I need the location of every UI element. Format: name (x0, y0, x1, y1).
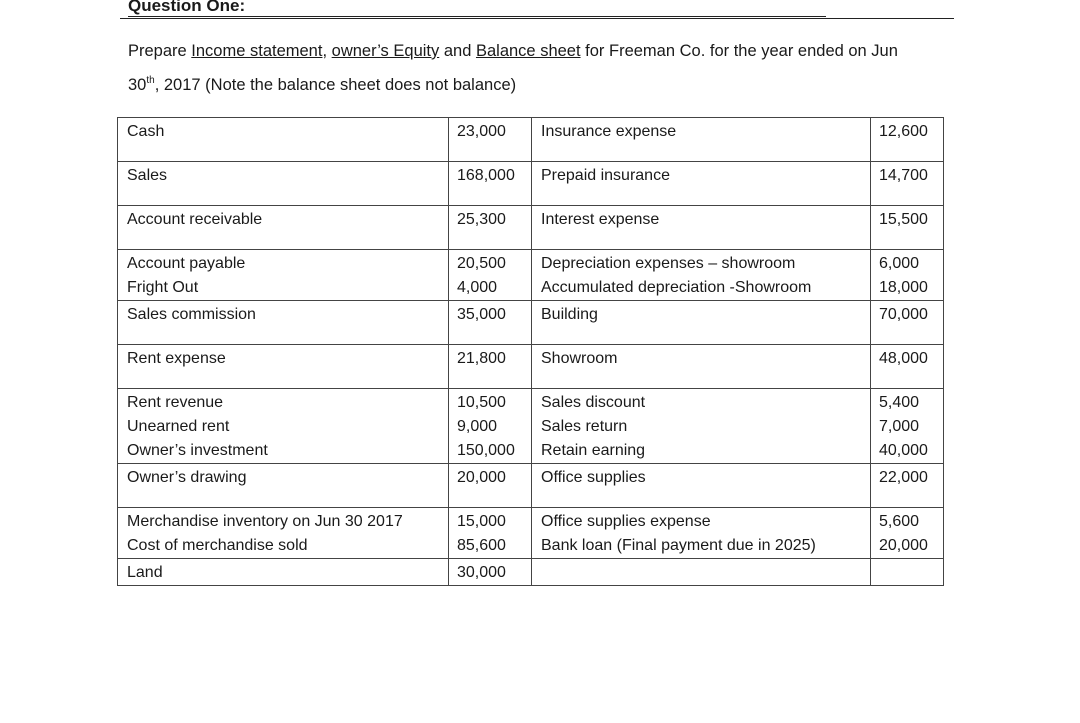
intro-day: 30 (128, 76, 147, 94)
right-amount-cell (871, 508, 944, 559)
account-name: Interest expense (541, 211, 660, 228)
intro-owners-equity: owner’s Equity (331, 42, 440, 60)
right-account-cell (532, 162, 871, 206)
account-name: Prepaid insurance (541, 167, 670, 184)
account-name: Sales discount (541, 394, 646, 411)
left-account-cell (118, 250, 449, 301)
table-row (118, 206, 944, 250)
right-amount-cell (871, 389, 944, 464)
account-amount: 9,000 (457, 418, 498, 435)
account-name: Merchandise inventory on Jun 30 2017 (127, 513, 403, 530)
account-amount: 18,000 (879, 279, 928, 296)
left-account-cell (118, 206, 449, 250)
account-amount: 25,300 (457, 211, 506, 228)
account-amount: 85,600 (457, 537, 506, 554)
intro-rest-line1: for Freeman Co. for the year ended on Jun (585, 42, 898, 60)
account-name: Account receivable (127, 211, 263, 228)
intro-income-statement: Income statement (191, 42, 323, 60)
left-amount-cell (449, 301, 532, 345)
right-account-cell (532, 508, 871, 559)
account-name: Office supplies expense (541, 513, 711, 530)
table-row (118, 508, 944, 559)
right-account-cell (532, 250, 871, 301)
account-amount: 35,000 (457, 306, 506, 323)
table-row (118, 464, 944, 508)
account-name: Fright Out (127, 279, 199, 296)
left-amount-cell (449, 464, 532, 508)
intro-rest-line2: , 2017 (Note the balance sheet does not balance) (154, 76, 517, 94)
left-amount-cell (449, 389, 532, 464)
account-amount: 21,800 (457, 350, 506, 367)
right-amount-cell (871, 301, 944, 345)
question-title: Question One: (128, 0, 826, 17)
intro-prepare: Prepare (128, 42, 187, 60)
intro-balance-sheet: Balance sheet (475, 42, 581, 60)
left-amount-cell (449, 118, 532, 162)
right-amount-cell (871, 464, 944, 508)
right-amount-cell (871, 118, 944, 162)
table-row (118, 389, 944, 464)
account-amount: 20,500 (457, 255, 506, 272)
account-amount: 20,000 (457, 469, 506, 486)
table-row (118, 559, 944, 586)
accounts-table (117, 117, 944, 586)
account-amount: 20,000 (879, 537, 928, 554)
account-name: Sales commission (127, 306, 256, 323)
account-amount: 15,000 (457, 513, 506, 530)
account-name: Account payable (127, 255, 246, 272)
account-name: Insurance expense (541, 123, 677, 140)
account-amount: 6,000 (879, 255, 920, 272)
account-amount: 5,400 (879, 394, 920, 411)
intro-comma: , (322, 42, 328, 60)
account-name: Showroom (541, 350, 618, 367)
account-name: Unearned rent (127, 418, 230, 435)
account-name: Accumulated depreciation -Showroom (541, 279, 812, 296)
intro-and: and (443, 42, 472, 60)
account-amount: 4,000 (457, 279, 498, 296)
account-amount: 150,000 (457, 442, 515, 459)
account-amount: 12,600 (879, 123, 928, 140)
account-name: Owner’s investment (127, 442, 268, 459)
account-amount: 15,500 (879, 211, 928, 228)
account-name: Cash (127, 123, 165, 140)
right-amount-cell (871, 559, 944, 586)
account-name: Building (541, 306, 598, 323)
right-account-cell (532, 118, 871, 162)
table-row (118, 345, 944, 389)
account-amount: 14,700 (879, 167, 928, 184)
account-amount: 22,000 (879, 469, 928, 486)
left-account-cell (118, 162, 449, 206)
right-amount-cell (871, 206, 944, 250)
left-account-cell (118, 464, 449, 508)
accounts-table-body (118, 118, 944, 586)
intro-day-suffix: th (146, 74, 155, 86)
right-amount-cell (871, 345, 944, 389)
account-amount: 5,600 (879, 513, 920, 530)
left-amount-cell (449, 162, 532, 206)
right-account-cell (532, 345, 871, 389)
account-name: Office supplies (541, 469, 646, 486)
account-name: Rent revenue (127, 394, 224, 411)
account-name: Sales return (541, 418, 628, 435)
right-amount-cell (871, 162, 944, 206)
account-name: Owner’s drawing (127, 469, 247, 486)
account-name: Depreciation expenses – showroom (541, 255, 796, 272)
instructions-paragraph (128, 34, 958, 102)
left-account-cell (118, 301, 449, 345)
account-amount: 168,000 (457, 167, 515, 184)
table-row (118, 118, 944, 162)
account-name: Rent expense (127, 350, 226, 367)
left-amount-cell (449, 345, 532, 389)
right-account-cell (532, 464, 871, 508)
left-amount-cell (449, 250, 532, 301)
account-amount: 70,000 (879, 306, 928, 323)
left-account-cell (118, 118, 449, 162)
account-amount: 48,000 (879, 350, 928, 367)
account-name: Retain earning (541, 442, 646, 459)
account-amount: 23,000 (457, 123, 506, 140)
right-account-cell (532, 389, 871, 464)
left-account-cell (118, 389, 449, 464)
left-account-cell (118, 508, 449, 559)
left-amount-cell (449, 206, 532, 250)
left-amount-cell (449, 559, 532, 586)
account-amount: 30,000 (457, 564, 506, 581)
account-name: Cost of merchandise sold (127, 537, 308, 554)
account-amount: 10,500 (457, 394, 506, 411)
table-row (118, 162, 944, 206)
right-amount-cell (871, 250, 944, 301)
right-account-cell (532, 206, 871, 250)
left-account-cell (118, 345, 449, 389)
table-row (118, 250, 944, 301)
account-name: Land (127, 564, 163, 581)
account-name: Bank loan (Final payment due in 2025) (541, 537, 816, 554)
table-row (118, 301, 944, 345)
account-amount: 40,000 (879, 442, 928, 459)
right-account-cell (532, 301, 871, 345)
account-amount: 7,000 (879, 418, 920, 435)
left-account-cell (118, 559, 449, 586)
heading-rule (120, 0, 954, 19)
account-name: Sales (127, 167, 168, 184)
right-account-cell (532, 559, 871, 586)
left-amount-cell (449, 508, 532, 559)
